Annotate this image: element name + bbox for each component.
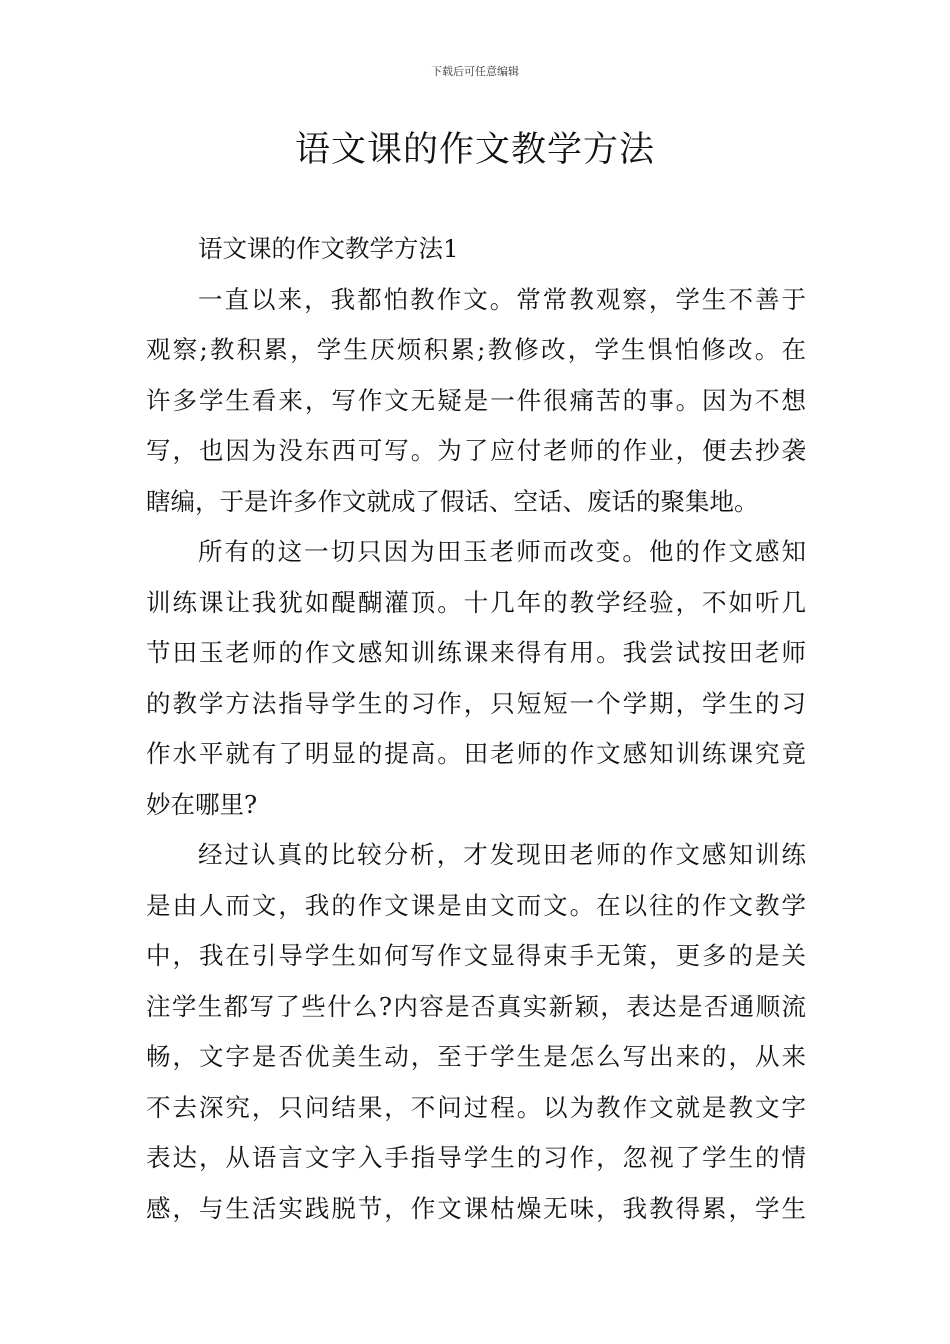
text-line: 注学生都写了些什么?内容是否真实新颖，表达是否通顺流 [146,991,806,1021]
text-line: 节田玉老师的作文感知训练课来得有用。我尝试按田老师 [146,638,806,667]
text-line: 观察;教积累，学生厌烦积累;教修改，学生惧怕修改。在 [146,335,806,364]
text-line: 妙在哪里? [146,789,258,819]
page-header-note: 下载后可任意编辑 [431,65,519,78]
text-line: 的教学方法指导学生的习作，只短短一个学期，学生的习 [146,688,806,718]
text-line: 所有的这一切只因为田玉老师而改变。他的作文感知 [198,537,806,566]
text-line: 表达，从语言文字入手指导学生的习作，忽视了学生的情 [146,1143,806,1172]
text-line: 语文课的作文教学方法1 [198,234,459,263]
text-line: 瞎编，于是许多作文就成了假话、空话、废话的聚集地。 [146,486,759,516]
text-line: 是由人而文，我的作文课是由文而文。在以往的作文教学 [146,890,806,920]
text-line: 一直以来，我都怕教作文。常常教观察，学生不善于 [198,284,806,314]
text-line: 作水平就有了明显的提高。田老师的作文感知训练课究竟 [146,739,806,768]
text-line: 许多学生看来，写作文无疑是一件很痛苦的事。因为不想 [146,385,806,415]
text-line: 畅，文字是否优美生动，至于学生是怎么写出来的，从来 [146,1042,806,1071]
text-line: 写，也因为没东西可写。为了应付老师的作业，便去抄袭 [146,436,806,465]
text-line: 不去深究，只问结果，不问过程。以为教作文就是教文字 [146,1092,806,1122]
text-line: 训练课让我犹如醍醐灌顶。十几年的教学经验，不如听几 [146,587,806,617]
text-line: 中，我在引导学生如何写作文显得束手无策，更多的是关 [146,941,806,970]
document-body [146,224,806,1234]
document-title: 语文课的作文教学方法 [294,130,655,170]
text-line: 感，与生活实践脱节，作文课枯燥无味，我教得累，学生 [146,1193,806,1223]
text-line: 经过认真的比较分析，才发现田老师的作文感知训练 [198,840,806,869]
